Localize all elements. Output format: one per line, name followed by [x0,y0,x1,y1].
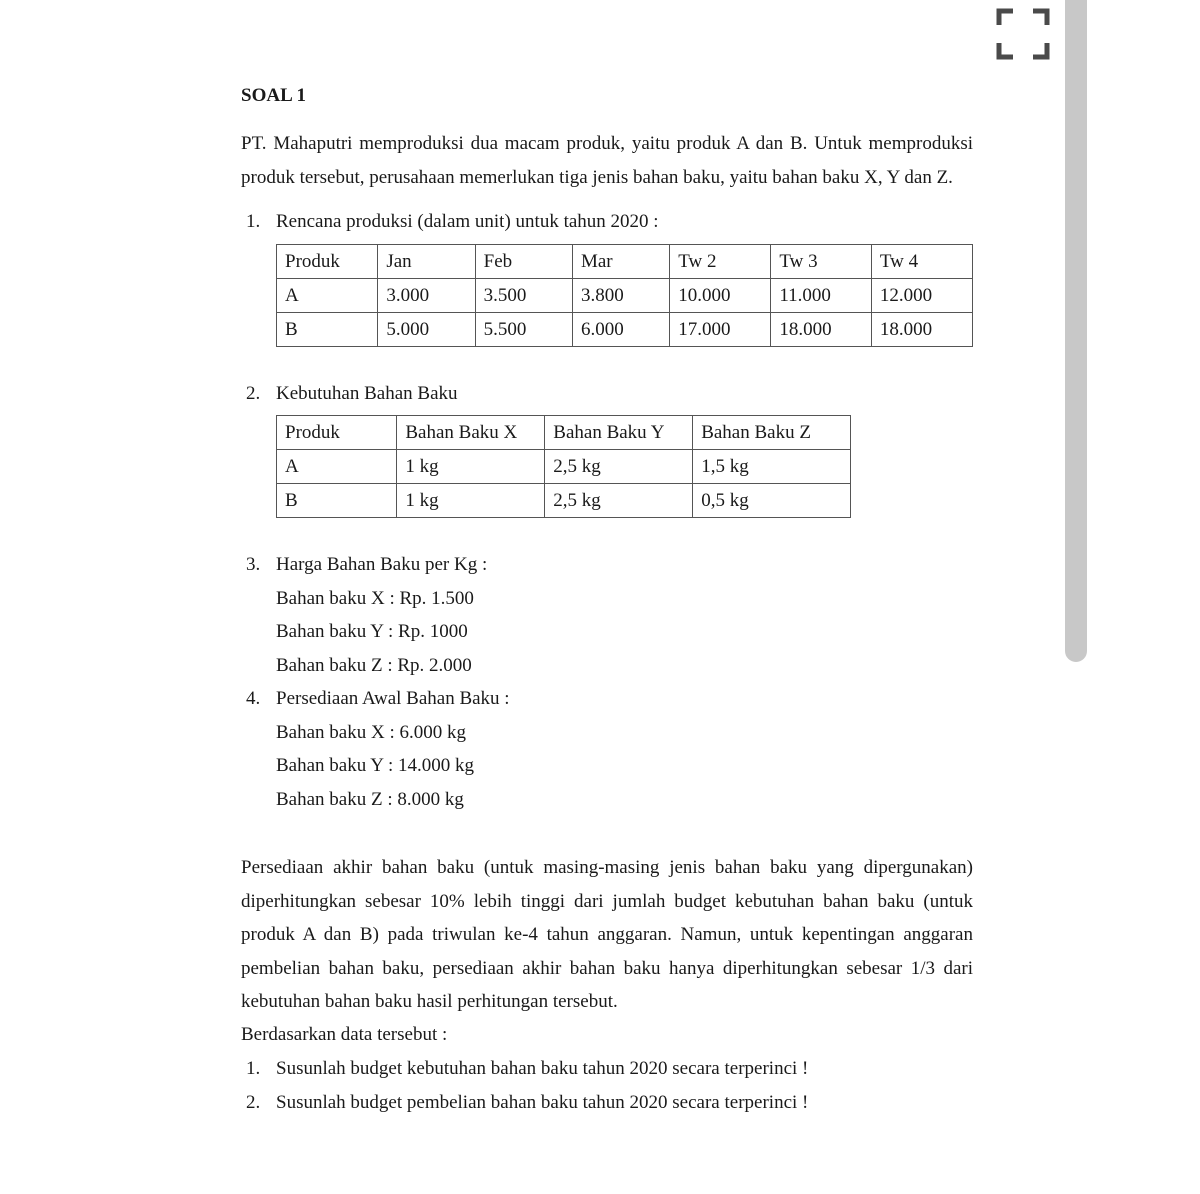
page-title: SOAL 1 [241,85,306,106]
section4-heading: 4. Persediaan Awal Bahan Baku : [246,688,510,709]
section1-heading: 1. Rencana produksi (dalam unit) untuk tahun 2020 : [246,211,659,232]
price-item-y: Bahan baku Y : Rp. 1000 [276,621,468,642]
section3-heading: 3. Harga Bahan Baku per Kg : [246,554,488,575]
stock-item-x: Bahan baku X : 6.000 kg [276,722,466,743]
table-row: A 3.000 3.500 3.800 10.000 11.000 12.000 [277,279,973,313]
price-item-z: Bahan baku Z : Rp. 2.000 [276,655,472,676]
stock-item-y: Bahan baku Y : 14.000 kg [276,755,475,776]
production-plan-table [276,244,973,347]
fullscreen-icon[interactable] [996,8,1050,60]
intro-paragraph: PT. Mahaputri memproduksi dua macam produk, yaitu produk A dan B. Untuk memproduksi produk tersebut, perusahaan memerlukan tiga jenis bahan baku, yaitu bahan baku X, Y dan Z. [241,133,973,188]
price-item-x: Bahan baku X : Rp. 1.500 [276,588,474,609]
section2-heading: 2. Kebutuhan Bahan Baku [246,383,458,404]
closing-paragraph: Persediaan akhir bahan baku (untuk masing-masing jenis bahan baku yang dipergunakan) diperhitungkan sebesar 10% lebih tinggi dari jumlah budget kebutuhan bahan baku (untuk produk A dan B) pada triwulan ke-4 tahun anggaran. Namun, untuk kepentingan anggaran pembelian bahan baku, persediaan akhir bahan baku hanya diperhitungkan sebesar 1/3 dari kebutuhan bahan baku hasil perhitungan tersebut. [241,857,973,1012]
table-header-row: Produk Jan Feb Mar Tw 2 Tw 3 Tw 4 [277,245,973,279]
table-row: B 1 kg 2,5 kg 0,5 kg [277,484,851,518]
stock-item-z: Bahan baku Z : 8.000 kg [276,789,464,810]
based-on-text: Berdasarkan data tersebut : [241,1024,448,1045]
task-item: 2. Susunlah budget pembelian bahan baku tahun 2020 secara terperinci ! [246,1092,809,1113]
table-row: B 5.000 5.500 6.000 17.000 18.000 18.000 [277,313,973,347]
table-row: A 1 kg 2,5 kg 1,5 kg [277,450,851,484]
scrollbar[interactable] [1065,0,1087,662]
material-requirement-table [276,415,851,518]
task-item: 1. Susunlah budget kebutuhan bahan baku tahun 2020 secara terperinci ! [246,1058,809,1079]
table-header-row: Produk Bahan Baku X Bahan Baku Y Bahan Baku Z [277,416,851,450]
